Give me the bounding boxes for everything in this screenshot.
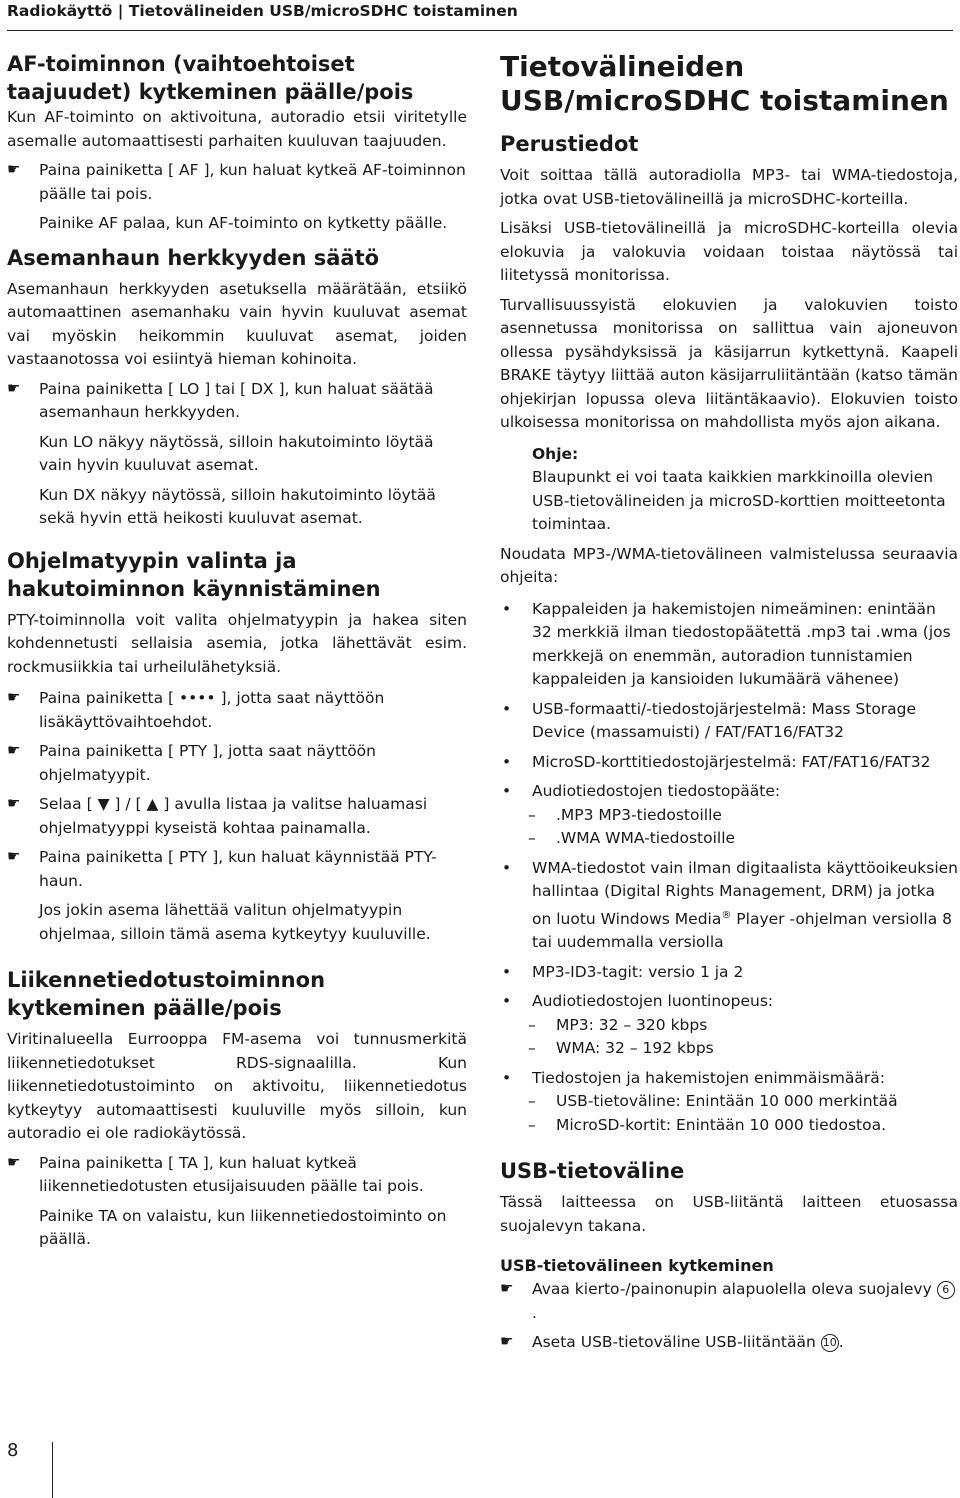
basics-p2: Lisäksi USB-tietovälineillä ja microSDHC-korteilla olevia elokuvia ja valokuvia voidaan toistaa näytössä tai liitetyssä monitorissa. (500, 219, 958, 284)
footer-rule (52, 1442, 53, 1498)
sub-list-item: – USB-tietoväline: Enintään 10 000 merkintää (528, 1092, 898, 1111)
sub-list-item: – WMA: 32 – 192 kbps (528, 1039, 714, 1058)
sens-step: ☛ Paina painiketta [ LO ] tai [ DX ], kun haluat säätää asemanhaun herkkyyden. (7, 378, 434, 421)
usb-text: Tässä laitteessa on USB-liitäntä laitteen etuosassa suojalevyn takana. (500, 1193, 958, 1235)
note-label: Ohje: (532, 444, 579, 463)
list-item: • WMA-tiedostot vain ilman digitaalista käyttöoikeuksien hallintaa (Digital Rights Management, DRM) ja jotka on luotu Windows Media® Player -ohjelman versiolla 8 tai uudemmalla versiolla (502, 858, 958, 952)
list-item: • Kappaleiden ja hakemistojen nimeäminen: enintään 32 merkkiä ilman tiedostopäätettä .mp3 tai .wma (jos merkkejä on enemmän, autoradion tunnistamien kappaleiden ja kansioiden lukumäärä vähenee) (502, 599, 951, 688)
pointing-hand-icon: ☛ (7, 794, 21, 812)
pty-step-4: ☛ Paina painiketta [ PTY ], kun haluat käynnistää PTY-haun. (7, 847, 437, 890)
right-column (500, 50, 958, 1355)
sens-heading: Asemanhaun herkkyyden säätö (7, 245, 380, 270)
page-header (7, 0, 953, 31)
item-number-6: 6 (937, 1281, 955, 1299)
pointing-hand-icon: ☛ (7, 1152, 21, 1171)
list-item: • Audiotiedostojen tiedostopääte: (502, 782, 781, 800)
af-step: ☛ Paina painiketta [ AF ], kun haluat kytkeä AF-toiminnon päälle tai pois. (7, 160, 466, 203)
af-heading: AF-toiminnon (vaihtoehtoiset taajuudet) kytkeminen päälle/pois (7, 52, 414, 104)
pty-note: Jos jokin asema lähettää valitun ohjelmatyypin ohjelmaa, silloin tämä asema kytkeytyy kuuluville. (39, 901, 431, 943)
list-item: • Tiedostojen ja hakemistojen enimmäismäärä: (502, 1068, 885, 1087)
af-intro: Kun AF-toiminto on aktivoituna, autoradio etsii viritetylle asemalle automaattisesti parhaiten kuuluvan taajuuden. (7, 108, 467, 150)
left-column (7, 50, 467, 1252)
pointing-hand-icon: ☛ (7, 741, 21, 759)
pointing-hand-icon: ☛ (500, 1332, 514, 1351)
list-item: • MP3-ID3-tagit: versio 1 ja 2 (502, 962, 744, 981)
list-item: • Audiotiedostojen luontinopeus: (502, 992, 774, 1011)
page-number: 8 (7, 1440, 19, 1461)
pty-heading: Ohjelmatyypin valinta ja hakutoiminnon käynnistäminen (7, 548, 381, 601)
connect-heading: USB-tietovälineen kytkeminen (500, 1256, 774, 1276)
ta-heading: Liikennetiedotustoiminnon kytkeminen päälle/pois (7, 968, 326, 1020)
pointing-hand-icon: ☛ (7, 378, 21, 397)
list-item: • MicroSD-korttitiedostojärjestelmä: FAT/FAT16/FAT32 (502, 752, 931, 771)
basics-p4: Noudata MP3-/WMA-tietovälineen valmistelussa seuraavia ohjeita: (500, 544, 958, 586)
sens-note-dx: Kun DX näkyy näytössä, silloin hakutoiminto löytää sekä hyvin että heikosti kuuluvat asemat. (39, 485, 436, 527)
pty-step-1: ☛ Paina painiketta [ •••• ], jotta saat näyttöön lisäkäyttövaihtoehdot. (7, 688, 385, 731)
ta-intro: Viritinalueella Eurrooppa FM-asema voi tunnusmerkitä liikennetiedotukset RDS-signaalilla. Kun liikennetiedotustoiminto on aktivoitu, liikennetiedotus kytkeytyy automaattisesti kuuluville myös silloin, kun autoradio ei ole radiokäytössä. (7, 1030, 467, 1142)
sub-list-item: – .WMA WMA-tiedostoille (528, 829, 736, 847)
basics-heading: Perustiedot (500, 132, 639, 156)
pointing-hand-icon: ☛ (500, 1279, 514, 1298)
pointing-hand-icon: ☛ (7, 688, 21, 706)
usb-heading: USB-tietoväline (500, 1159, 685, 1184)
connect-step-2: ☛ Aseta USB-tietoväline USB-liitäntään 10 . (500, 1332, 844, 1352)
connect-step-1: ☛ Avaa kierto-/painonupin alapuolella oleva suojalevy 6. (500, 1278, 958, 1325)
ta-note: Painike TA on valaistu, kun liikennetiedostoiminto on päällä. (39, 1206, 447, 1248)
ta-step: ☛ Paina painiketta [ TA ], kun haluat kytkeä liikennetiedotusten etusijaisuuden päälle tai pois. (7, 1152, 424, 1195)
sub-list-item: – MicroSD-kortit: Enintään 10 000 tiedostoa. (528, 1115, 887, 1134)
pty-intro: PTY-toiminnolla voit valita ohjelmatyypin ja hakea siten kohdennetusti sellaisia asemia, jotka lähettävät esim. rockmusiikkia tai urheilulähetyksiä. (7, 610, 467, 676)
sens-note-lo: Kun LO näkyy näytössä, silloin hakutoiminto löytää vain hyvin kuuluvat asemat. (39, 432, 434, 474)
section-title: Tietovälineiden USB/microSDHC toistaminen (500, 50, 949, 117)
pointing-hand-icon: ☛ (7, 847, 21, 865)
header-title: Radiokäyttö | Tietovälineiden USB/microSDHC toistaminen (7, 2, 518, 20)
list-item: • USB-formaatti/-tiedostojärjestelmä: Mass Storage Device (massamuisti) / FAT/FAT16/FAT32 (502, 699, 917, 741)
pty-step-3: ☛ Selaa [ ▼ ] / [ ▲ ] avulla listaa ja valitse haluamasi ohjelmatyyppi kyseistä kohtaa painamalla. (7, 794, 428, 837)
pointing-hand-icon: ☛ (7, 160, 21, 178)
pty-step-2: ☛ Paina painiketta [ PTY ], jotta saat näyttöön ohjelmatyypit. (7, 741, 376, 784)
sens-intro: Asemanhaun herkkyyden asetuksella määrätään, etsiikö automaattinen asemanhaku vain hyvin kuuluvat asemat vai myöskin heikommin kuuluvat asemat, joiden vastaanotossa voi esiintyä hieman kohinoita. (7, 279, 467, 368)
item-number-10: 10 (821, 1334, 839, 1352)
sub-list-item: – MP3: 32 – 320 kbps (528, 1015, 708, 1034)
sub-list-item: – .MP3 MP3-tiedostoille (528, 805, 722, 824)
basics-p3: Turvallisuussyistä elokuvien ja valokuvien toisto asennetussa monitorissa on sallittua vain ajoneuvon ollessa pysähdyksissä ja käsijarrun kytkettynä. Kaapeli BRAKE täytyy liittää auton käsijarruliitäntään (katso tämän ohjekirjan lopussa oleva liitäntäkaavio). Elokuvien toisto ulkoisessa monitorissa on mahdollista myös ajon aikana. (500, 295, 958, 431)
af-note: Painike AF palaa, kun AF-toiminto on kytketty päälle. (39, 214, 448, 232)
basics-p1: Voit soittaa tällä autoradiolla MP3- tai WMA-tiedostoja, jotka ovat USB-tietovälineillä ja microSDHC-korteilla. (500, 166, 958, 208)
note-text: Blaupunkt ei voi taata kaikkien markkinoilla olevien USB-tietovälineiden ja microSD-korttien moitteetonta toimintaa. (532, 468, 946, 533)
